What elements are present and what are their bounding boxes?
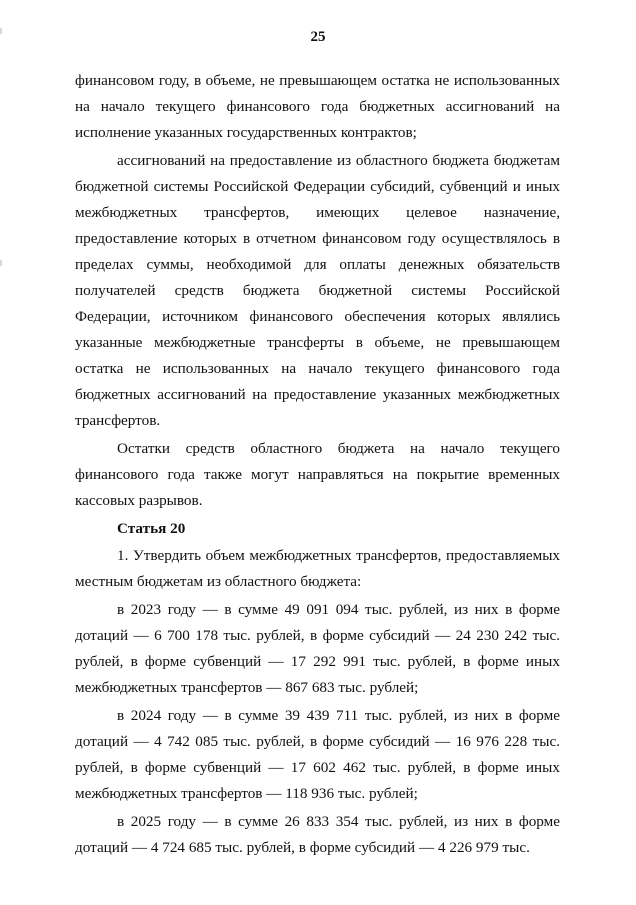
paragraph-year-2025: в 2025 году — в сумме 26 833 354 тыс. рублей, из них в форме дотаций — 4 724 685 тыс. рублей, в форме субсидий — 4 226 979 тыс. bbox=[75, 813, 560, 856]
scan-mark bbox=[0, 260, 2, 266]
paragraph-balances: Остатки средств областного бюджета на начало текущего финансового года также могут направляться на покрытие временных кассовых разрывов. bbox=[75, 440, 560, 509]
paragraph-continuation: финансовом году, в объеме, не превышающем остатка не использованных на начало текущего финансового года бюджетных ассигнований на исполнение указанных государственных контрактов; bbox=[75, 72, 560, 141]
paragraph-appropriations: ассигнований на предоставление из областного бюджета бюджетам бюджетной системы Российской Федерации субсидий, субвенций и иных межбюджетных трансфертов, имеющих целевое назначение, предоставление которых в отчетном финансовом году осуществлялось в пределах суммы, необходимой для оплаты денежных обязательств получателей средств бюджета бюджетной системы Российской Федерации, источником финансового обеспечения которых являлись указанные межбюджетные трансферты в объеме, не превышающем остатка не использованных на начало текущего финансового года бюджетных ассигнований на предоставление указанных межбюджетных трансфертов. bbox=[75, 152, 560, 429]
paragraph-year-2023: в 2023 году — в сумме 49 091 094 тыс. рублей, из них в форме дотаций — 6 700 178 тыс. рублей, в форме субсидий — 24 230 242 тыс. рублей, в форме субвенций — 17 292 991 тыс. рублей, в форме иных межбюджетных трансфертов — 867 683 тыс. рублей; bbox=[75, 601, 560, 696]
page-number: 25 bbox=[310, 29, 326, 45]
article-heading: Статья 20 bbox=[117, 520, 186, 537]
document-body bbox=[75, 68, 560, 863]
paragraph-year-2024: в 2024 году — в сумме 39 439 711 тыс. рублей, из них в форме дотаций — 4 742 085 тыс. рублей, в форме субсидий — 16 976 228 тыс. рублей, в форме субвенций — 17 602 462 тыс. рублей, в форме иных межбюджетных трансфертов — 118 936 тыс. рублей; bbox=[75, 707, 560, 802]
paragraph-approve-transfers: 1. Утвердить объем межбюджетных трансфертов, предоставляемых местным бюджетам из областного бюджета: bbox=[75, 547, 560, 590]
